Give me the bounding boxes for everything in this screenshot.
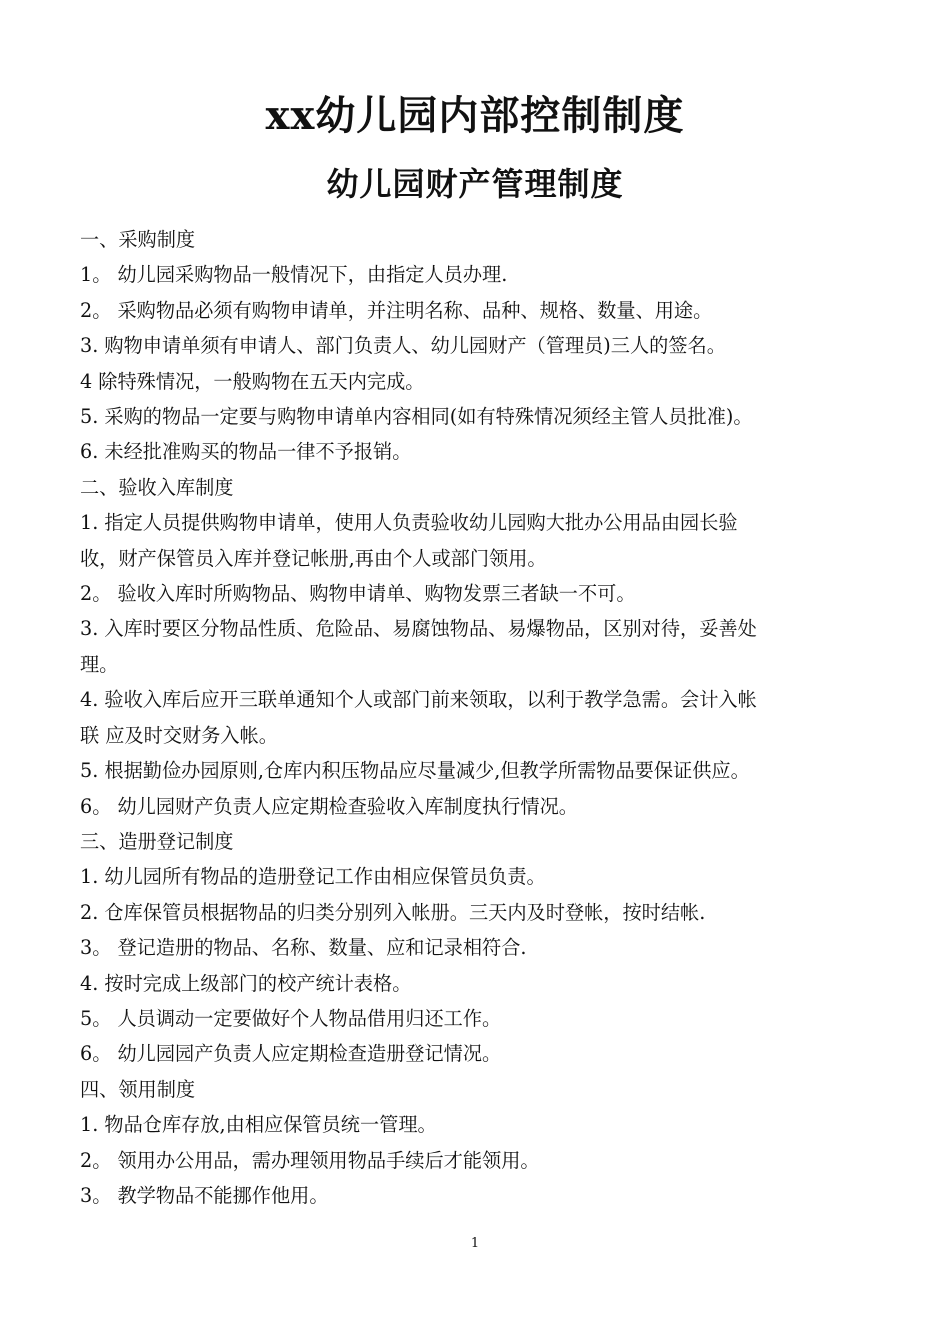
text-line: 6。 幼儿园园产负责人应定期检查造册登记情况。 [80,1042,502,1066]
text-line: 5。 人员调动一定要做好个人物品借用归还工作。 [80,1006,502,1030]
text-line: 3. 购物申请单须有申请人、部门负责人、幼儿园财产（管理员)三人的签名。 [80,334,726,358]
text-line: 6。 幼儿园财产负责人应定期检查验收入库制度执行情况。 [80,794,578,818]
text-line: 3。 登记造册的物品、名称、数量、应和记录相符合. [80,936,527,960]
text-line: 3。 教学物品不能挪作他用。 [80,1183,329,1207]
text-line: 1。 幼儿园采购物品一般情况下，由指定人员办理. [80,263,508,287]
text-line: 4. 按时完成上级部门的校产统计表格。 [80,971,412,995]
text-line: 联 应及时交财务入帐。 [80,723,278,747]
text-line: 4. 验收入库后应开三联单通知个人或部门前来领取，以利于教学急需。会计入帐 [80,688,757,712]
section-heading-acceptance: 二、验收入库制度 [80,475,234,499]
section-heading-usage: 四、领用制度 [80,1077,196,1101]
document-subtitle: 幼儿园财产管理制度 [326,165,624,203]
text-line: 收，财产保管员入库并登记帐册,再由个人或部门领用。 [80,546,547,570]
text-line: 5. 采购的物品一定要与购物申请单内容相同(如有特殊情况须经主管人员批准)。 [80,405,753,429]
text-line: 2。 验收入库时所购物品、购物申请单、购物发票三者缺一不可。 [80,582,636,606]
text-line: 4 除特殊情况，一般购物在五天内完成。 [80,369,425,393]
text-line: 5. 根据勤俭办园原则,仓库内积压物品应尽量减少,但教学所需物品要保证供应。 [80,759,750,783]
text-line: 3. 入库时要区分物品性质、危险品、易腐蚀物品、易爆物品，区别对待，妥善处 [80,617,757,641]
text-line: 理。 [80,652,119,676]
section-heading-procurement: 一、采购制度 [80,228,196,251]
text-line: 1. 物品仓库存放,由相应保管员统一管理。 [80,1113,437,1137]
document-body [80,222,880,1213]
text-line: 1. 指定人员提供购物申请单，使用人负责验收幼儿园购大批办公用品由园长验 [80,511,738,535]
document-title: xx幼儿园内部控制制度 [265,92,685,139]
text-line: 2。 采购物品必须有购物申请单，并注明名称、品种、规格、数量、用途。 [80,298,713,322]
text-line: 2。 领用办公用品，需办理领用物品手续后才能领用。 [80,1148,540,1172]
text-line: 2. 仓库保管员根据物品的归类分别列入帐册。三天内及时登帐，按时结帐. [80,900,706,924]
text-line: 1. 幼儿园所有物品的造册登记工作由相应保管员负责。 [80,865,546,889]
section-heading-registration: 三、造册登记制度 [80,829,234,853]
text-line: 6. 未经批准购买的物品一律不予报销。 [80,440,412,464]
page-number: 1 [470,1236,480,1251]
